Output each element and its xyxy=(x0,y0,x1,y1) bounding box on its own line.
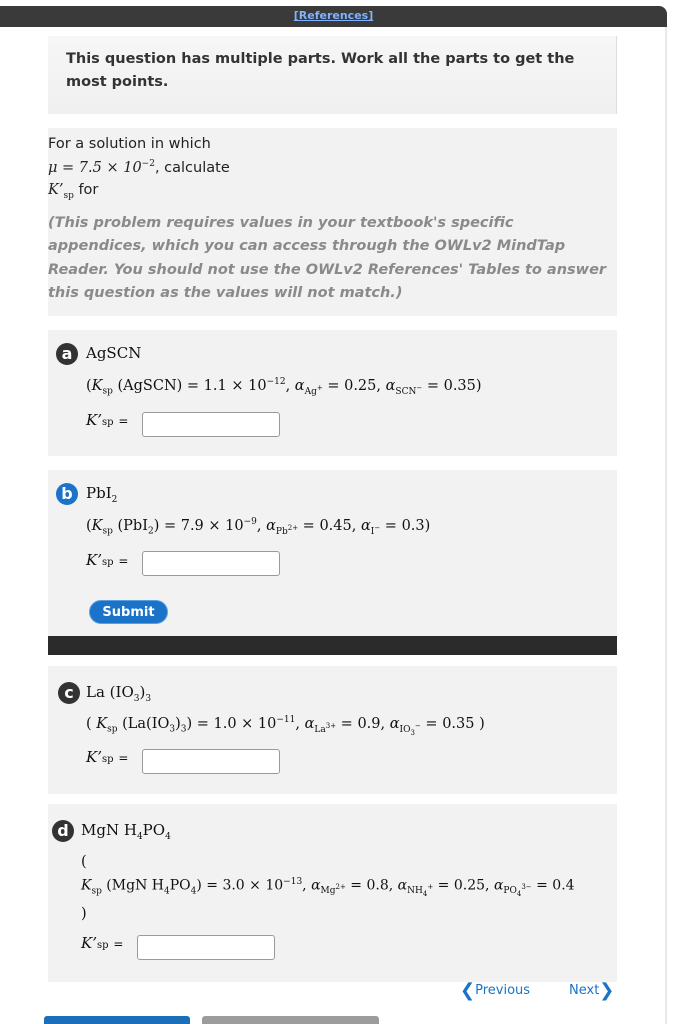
part-d-alpha-po4: 0.4 xyxy=(552,877,575,894)
part-a-ksp-exp: −12 xyxy=(266,377,286,387)
right-edge-border xyxy=(665,27,667,1024)
part-c-answer-label: K’sp = xyxy=(86,748,129,766)
part-a-answer-input[interactable] xyxy=(142,412,280,437)
part-a xyxy=(48,330,617,456)
part-b-badge: b xyxy=(56,483,78,505)
part-a-equation: ($K_{sp}$ (AgSCN) = $1.1 \times 10^{-12}$, $\alpha_{Ag^+} = 0.25$, $\alpha_{SCN^-} = 0.35$) xyxy=(86,377,482,397)
part-a-alpha-scn: 0.35 xyxy=(443,377,476,394)
part-b-equation: ($K_{sp}$ $(PbI_2) = 7.9 \times 10^{-9}$, $\alpha_{Pb^{2+}} = 0.45$, $\alpha_{I^-} = 0.3$) xyxy=(86,517,431,537)
part-d-close-paren: ) xyxy=(81,906,87,922)
part-b-compound: PbI$_2$ xyxy=(86,484,118,505)
bottom-secondary-button[interactable] xyxy=(202,1016,379,1024)
part-d-answer-label: K’sp = xyxy=(81,934,124,952)
part-b-ksp-value: 7.9 × 10 xyxy=(180,517,244,534)
part-d-answer-input[interactable] xyxy=(137,935,275,960)
intro-line-2-suffix: , calculate xyxy=(154,159,230,176)
part-c-ksp-value: 1.0 × 10 xyxy=(213,715,277,732)
references-link[interactable]: [References] xyxy=(293,9,374,22)
top-bar xyxy=(0,6,667,27)
part-c-alpha-io3: 0.35 xyxy=(442,715,475,732)
part-a-badge: a xyxy=(56,343,78,365)
part-d-compound: MgN $H_4PO_4$ xyxy=(81,821,171,842)
next-label: Next xyxy=(569,983,600,998)
bottom-primary-button[interactable] xyxy=(44,1016,190,1024)
part-a-compound: AgSCN xyxy=(86,344,142,362)
part-d-ksp-value: 3.0 × 10 xyxy=(222,877,284,894)
multipart-notice xyxy=(48,36,617,114)
submit-area xyxy=(48,594,617,636)
chevron-left-icon: ❮ xyxy=(460,980,476,1001)
ksp-subscript: sp xyxy=(63,190,74,201)
part-d-ksp-exp: −13 xyxy=(283,877,303,887)
part-d-badge: d xyxy=(52,820,74,842)
part-c-ksp-exp: −11 xyxy=(276,715,296,725)
part-c-alpha-la: 0.9 xyxy=(357,715,381,732)
part-a-alpha-ag: 0.25 xyxy=(344,377,377,394)
part-d-open-paren: ( xyxy=(81,854,87,870)
part-b-answer-label: K’sp = xyxy=(86,551,129,569)
part-d-alpha-nh4: 0.25 xyxy=(453,877,486,894)
part-b-answer-input[interactable] xyxy=(142,551,280,576)
part-c-answer-input[interactable] xyxy=(142,749,280,774)
part-b-alpha-i: 0.3 xyxy=(401,517,425,534)
part-d-equation: $K_{sp}$ (MgN $H_4PO_4) = 3.0 \times 10^{-13}$, $\alpha_{Mg^{2+}} = 0.8$, $\alpha_{NH_4^+} = 0.25$, $\alpha_{PO_4^{3-}} = 0.4$ xyxy=(81,877,575,899)
part-a-ksp-value: 1.1 × 10 xyxy=(203,377,267,394)
part-c-equation: ( $K_{sp}$ $(La(IO_3)_3) = 1.0 \times 10^{-11}$, $\alpha_{La^{3+}} = 0.9$, $\alpha_{IO_3^-} = 0.35$ ) xyxy=(86,715,485,737)
ksp-symbol: K’ xyxy=(48,182,64,198)
part-c xyxy=(48,666,617,794)
part-b xyxy=(48,470,617,594)
previous-button[interactable] xyxy=(460,980,530,1001)
section-divider xyxy=(48,636,617,655)
part-b-ksp-exp: −9 xyxy=(243,517,257,527)
part-d-alpha-mg: 0.8 xyxy=(366,877,389,894)
part-a-answer-label: K’sp = xyxy=(86,411,129,429)
part-d xyxy=(48,804,617,982)
mu-expression: μ = 7.5 × 10 xyxy=(48,159,142,176)
previous-label: Previous xyxy=(475,983,531,998)
intro-line-2 xyxy=(48,159,230,176)
part-c-compound: La $(IO_3)_3$ xyxy=(86,683,152,704)
problem-intro xyxy=(48,128,617,316)
part-b-alpha-pb: 0.45 xyxy=(319,517,352,534)
submit-button[interactable]: Submit xyxy=(89,600,168,624)
chevron-right-icon: ❯ xyxy=(599,980,615,1001)
next-button[interactable] xyxy=(569,980,614,1001)
notice-text: This question has multiple parts. Work all the parts to get the most points. xyxy=(66,51,575,90)
part-c-badge: c xyxy=(58,682,80,704)
textbook-note: (This problem requires values in your textbook's specific appendices, which you can access through the OWLv2 MindTap Reader. You should not use the OWLv2 References' Tables to answer this question as the values will not match.) xyxy=(48,215,607,301)
mu-exponent: −2 xyxy=(141,159,155,169)
intro-line-1: For a solution in which xyxy=(48,136,211,152)
intro-line-3-suffix: for xyxy=(73,182,99,198)
intro-line-3 xyxy=(48,182,98,201)
